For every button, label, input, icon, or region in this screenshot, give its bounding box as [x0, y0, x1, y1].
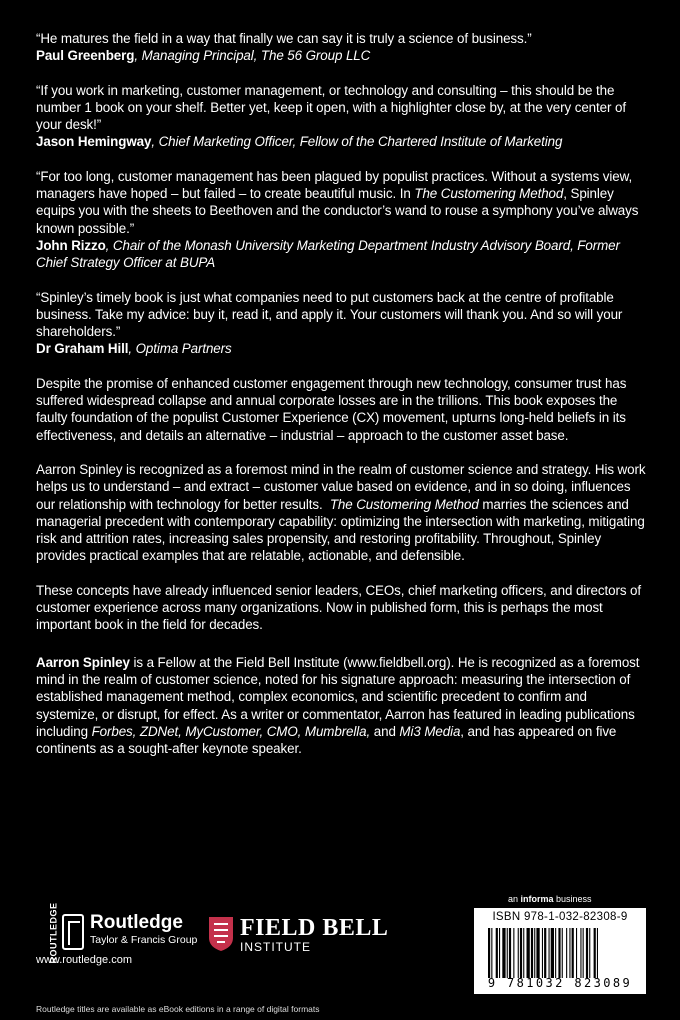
barcode-bar: [509, 928, 511, 978]
endorsement: [36, 289, 646, 358]
endorsement-quote: “Spinley’s timely book is just what companies need to put customers back at the centre of profitable business. Take my advice: buy it, read it, and apply it. Your customers will thank you. And so will your shareholders.”: [36, 289, 623, 340]
endorser-title: , Chief Marketing Officer, Fellow of the Chartered Institute of Marketing: [151, 134, 563, 150]
endorsement-attribution: [36, 133, 646, 150]
endorsement-quote: “If you work in marketing, customer management, or technology and consulting – this should be the number 1 book on your shelf. Better yet, keep it open, with a highlighter close by, at the very center of your desk!”: [36, 82, 626, 133]
routledge-wordmark: [90, 912, 197, 947]
informa-text: business: [553, 894, 592, 904]
endorsement-attribution: [36, 47, 646, 64]
field-bell-shield-icon: [208, 916, 234, 952]
author-name: Aarron Spinley: [36, 654, 130, 670]
endorser-title: , Chair of the Monash University Marketing Department Industry Advisory Board, Former Chief Strategy Officer at BUPA: [36, 237, 620, 271]
endorsement: [36, 82, 646, 151]
field-bell-wordmark: [240, 916, 388, 954]
barcode-bar: [513, 928, 514, 978]
paragraph-text: Aarron Spinley is recognized as a foremost mind in the realm of customer science and strategy. His work helps us to understand – and extract – customer value based on evidence, and in so doing, influences our relationship with technology for better results.: [36, 461, 646, 512]
barcode-bar: [527, 928, 530, 978]
routledge-group: Taylor & Francis Group: [90, 934, 198, 946]
field-bell-logo: [208, 916, 388, 954]
barcode-bar: [534, 928, 535, 978]
publication-name: Mi3 Media: [399, 723, 461, 739]
endorser-name: Dr Graham Hill: [36, 341, 129, 357]
book-title: The Customering Method: [329, 496, 479, 512]
endorsement-quote: “He matures the field in a way that finally we can say it is truly a science of business.”: [36, 31, 532, 46]
barcode-bar: [502, 928, 505, 978]
barcode-bar: [594, 928, 596, 978]
barcode-bar: [507, 928, 508, 978]
book-title: The Customering Method: [414, 186, 564, 202]
barcode-bar: [597, 928, 598, 978]
cover-footer: [0, 894, 680, 1020]
endorser-name: Paul Greenberg: [36, 48, 135, 64]
quote-text: , Spinley equips you with the sheets to Beethoven and the conductor’s wand to rouse a symphony you’ve always known possible.”: [36, 186, 639, 236]
back-cover-text: [36, 30, 646, 757]
barcode-bar: [531, 928, 533, 978]
barcode-bar: [576, 928, 577, 978]
barcode-bar: [518, 928, 519, 978]
barcode-bar: [520, 928, 522, 978]
field-bell-name: FIELD BELL: [240, 915, 389, 941]
paragraph-text: marries the sciences and managerial precedent with contemporary capability: optimizing the intersection with marketing, mitigating risk and attrition rates, increasing sales propensity, and restoring profitability. Throughout, Spinley provides practical examples that are relatable, actionable, and defensible.: [36, 496, 645, 564]
description-paragraph: [36, 461, 646, 565]
barcode-bar: [536, 928, 539, 978]
bio-text: is a Fellow at the Field Bell Institute (www.fieldbell.org). He is recognized as a foremost mind in the realm of customer science, noted for his signature approach: measuring the intersection of established management method, complex economics, and scientific precedent to confirm and systemize, or disrupt, for effect. As a writer or commentator, Aarron has featured in leading publications including: [36, 654, 640, 739]
barcode-digits: 9 781032 823089: [487, 976, 633, 990]
barcode-bar: [569, 928, 570, 978]
barcode-bars: [488, 928, 638, 978]
isbn-number: ISBN 978-1-032-82308-9: [492, 911, 628, 923]
barcode-bar: [542, 928, 543, 978]
endorser-name: John Rizzo: [36, 237, 106, 253]
barcode-bar: [555, 928, 556, 978]
endorser-title: , Optima Partners: [128, 341, 232, 357]
endorser-name: Jason Hemingway: [36, 134, 152, 150]
barcode-bar: [566, 928, 567, 978]
description-paragraph: These concepts have already influenced senior leaders, CEOs, chief marketing officers, and directors of customer experience across many organizations. Now in published form, this is perhaps the most important book in the field for decades.: [36, 582, 641, 633]
informa-brand: informa: [520, 894, 554, 904]
endorsement-quote: [36, 168, 646, 237]
barcode-bar: [549, 928, 550, 978]
barcode-bar: [544, 928, 546, 978]
barcode-bar: [589, 928, 590, 978]
routledge-name: Routledge: [90, 912, 183, 933]
barcode-bar: [488, 928, 490, 978]
endorsement: [36, 30, 646, 65]
routledge-url: www.routledge.com: [36, 954, 132, 966]
endorsement-attribution: [36, 237, 646, 272]
isbn-barcode: [474, 908, 646, 994]
barcode-bar: [499, 928, 500, 978]
routledge-r-icon: [62, 914, 84, 950]
endorsement-attribution: [36, 340, 646, 357]
quote-text: “For too long, customer management has been plagued by populist practices. Without a systems view, managers have hoped – but failed – to create beautiful music. In: [36, 168, 633, 202]
endorser-title: , Managing Principal, The 56 Group LLC: [134, 48, 371, 64]
description-paragraph: Despite the promise of enhanced customer engagement through new technology, consumer trust has suffered widespread collapse and annual corporate losses are in the trillions. This book exposes the faulty foundation of the populist Customer Experience (CX) movement, upturns long-held beliefs in its effectiveness, and details an alternative – industrial – approach to the customer asset base.: [36, 375, 627, 443]
informa-tagline: [508, 894, 592, 904]
publication-list: Forbes, ZDNet, MyCustomer, CMO, Mumbrella,: [91, 723, 371, 739]
barcode-bar: [523, 928, 524, 978]
routledge-vertical-text: ROUTLEDGE: [48, 902, 59, 964]
bio-text: and: [370, 723, 400, 739]
author-bio: [36, 654, 646, 758]
barcode-bar: [551, 928, 554, 978]
barcode-bar: [580, 928, 581, 978]
barcode-bar: [572, 928, 574, 978]
informa-text: an: [508, 894, 521, 904]
bio-text: , and has appeared on five continents as a sought-after keynote speaker.: [36, 723, 617, 757]
routledge-vertical-mark: [36, 902, 59, 964]
field-bell-institute: INSTITUTE: [240, 940, 311, 954]
endorsement: [36, 168, 646, 272]
barcode-bar: [562, 928, 563, 978]
barcode-bar: [583, 928, 584, 978]
barcode-bar: [491, 928, 492, 978]
barcode-bar: [558, 928, 560, 978]
barcode-bar: [496, 928, 498, 978]
barcode-bar: [586, 928, 588, 978]
ebook-note: Routledge titles are available as eBook editions in a range of digital formats: [36, 1004, 320, 1014]
